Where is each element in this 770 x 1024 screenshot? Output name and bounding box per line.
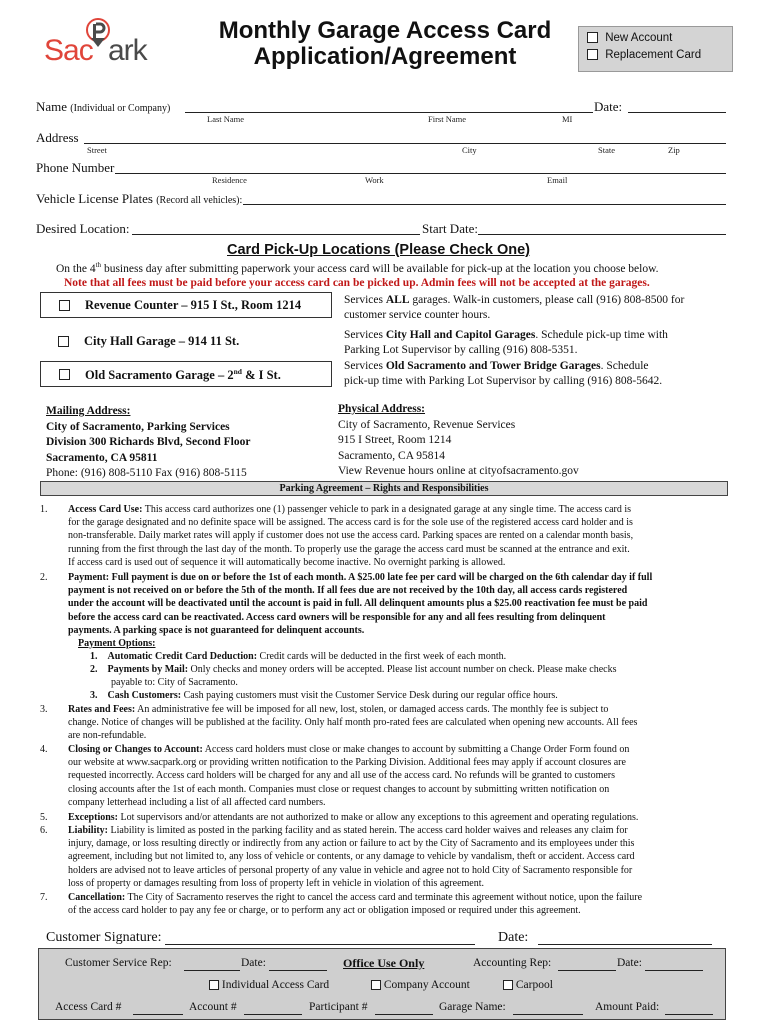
revenue-counter-desc: Services ALL garages. Walk-in customers, please call (916) 808-8500 for customer service counter hours. (344, 294, 685, 321)
garage-name-field[interactable] (513, 1014, 583, 1015)
payment-option-1: 1. Automatic Credit Card Deduction: Credit cards will be deducted in the first week of each month. (90, 651, 507, 662)
start-date-field[interactable] (478, 234, 726, 235)
office-use-box (38, 948, 726, 1020)
location-city-hall[interactable] (40, 329, 332, 355)
account-no-label: Account # (189, 1001, 237, 1013)
name-label: Name (Individual or Company) (36, 99, 171, 114)
address-label: Address (36, 130, 79, 145)
company-checkbox[interactable] (371, 980, 381, 990)
start-date-label: Start Date: (422, 221, 478, 236)
revenue-counter-checkbox[interactable] (59, 300, 70, 311)
new-account-checkbox[interactable] (587, 32, 598, 43)
service-rep-label: Customer Service Rep: (65, 957, 172, 969)
amount-paid-label: Amount Paid: (595, 1001, 660, 1013)
mi-hint: MI (562, 114, 573, 124)
office-date1-label: Date: (241, 957, 266, 969)
title-line-1: Monthly Garage Access Card (218, 17, 552, 44)
service-rep-field[interactable] (184, 970, 240, 971)
title-line-2: Application/Agreement (253, 43, 517, 70)
pickup-intro: On the 4th business day after submitting paperwork your access card will be available for pick-up at the location you choose below. (56, 261, 659, 275)
agreement-header: Parking Agreement – Rights and Responsibilities (40, 481, 728, 496)
payment-option-3: 3. Cash Customers: Cash paying customers must visit the Customer Service Desk during our regular office hours. (90, 690, 558, 701)
city-hall-desc: Services City Hall and Capitol Garages. Schedule pick-up time with Parking Lot Supervisor by calling (916) 808-5351. (344, 329, 668, 356)
old-sacramento-desc: Services Old Sacramento and Tower Bridge Garages. Schedule pick-up time with Parking Lot Supervisor by calling (916) 808-5642. (344, 360, 663, 387)
form-title (190, 18, 580, 70)
carpool-checkbox[interactable] (503, 980, 513, 990)
amount-paid-field[interactable] (665, 1014, 713, 1015)
physical-address: Physical Address: City of Sacramento, Revenue Services 915 I Street, Room 1214 Sacramento, CA 95814 View Revenue hours online at cityofsacramento.gov (338, 403, 579, 477)
office-date1-field[interactable] (269, 970, 327, 971)
first-name-hint: First Name (428, 114, 467, 124)
zip-hint: Zip (668, 145, 680, 155)
participant-no-label: Participant # (309, 1001, 368, 1013)
logo-sac: Sac (44, 34, 93, 67)
email-hint: Email (547, 175, 568, 185)
company-option[interactable]: Company Account (371, 979, 470, 991)
signature-date-label: Date: (498, 930, 529, 945)
carpool-option[interactable]: Carpool (503, 979, 553, 991)
old-sacramento-label: Old Sacramento Garage – 2nd & I St. (85, 367, 281, 383)
garage-name-label: Garage Name: (439, 1001, 506, 1013)
work-hint: Work (365, 175, 384, 185)
location-revenue-counter[interactable] (40, 292, 332, 318)
mailing-address: Mailing Address: City of Sacramento, Parking Services Division 300 Richards Blvd, Second Floor Sacramento, CA 95811 Phone: (916) 808-5110 Fax (916) 808-5115 (46, 405, 251, 479)
account-no-field[interactable] (244, 1014, 302, 1015)
pickup-title: Card Pick-Up Locations (Please Check One) (227, 242, 530, 258)
accounting-rep-field[interactable] (558, 970, 616, 971)
office-date2-field[interactable] (645, 970, 703, 971)
city-hint: City (462, 145, 477, 155)
plates-label: Vehicle License Plates (Record all vehicles): (36, 191, 243, 206)
street-hint: Street (87, 145, 107, 155)
name-date-label: Date: (594, 99, 623, 114)
location-old-sacramento[interactable] (40, 361, 332, 387)
signature-date-field[interactable] (538, 944, 712, 945)
replacement-card-option[interactable]: Replacement Card (587, 49, 701, 61)
account-type-box (578, 26, 733, 72)
access-card-no-label: Access Card # (55, 1001, 122, 1013)
sacpark-logo (42, 16, 154, 72)
payment-option-2: 2. Payments by Mail: Only checks and money orders will be accepted. Please list account number on check. Please make checks payable to: City of Sacramento. (90, 664, 617, 689)
accounting-rep-label: Accounting Rep: (473, 957, 552, 969)
desired-location-field[interactable] (132, 234, 420, 235)
pickup-note: Note that all fees must be paid before your access card can be picked up. Admin fees will not be accepted at the garages. (64, 277, 650, 289)
office-date2-label: Date: (617, 957, 642, 969)
new-account-option[interactable]: New Account (587, 32, 672, 44)
logo-park: ark (108, 34, 147, 67)
old-sacramento-checkbox[interactable] (59, 369, 70, 380)
last-name-hint: Last Name (207, 114, 245, 124)
phone-label: Phone Number (36, 160, 115, 175)
city-hall-checkbox[interactable] (58, 336, 69, 347)
phone-field[interactable] (115, 173, 726, 174)
replacement-card-checkbox[interactable] (587, 49, 598, 60)
office-use-title: Office Use Only (343, 956, 425, 970)
name-field[interactable] (185, 112, 593, 113)
access-card-no-field[interactable] (133, 1014, 183, 1015)
individual-checkbox[interactable] (209, 980, 219, 990)
plates-field[interactable] (243, 204, 726, 205)
name-date-field[interactable] (628, 112, 726, 113)
city-hall-label: City Hall Garage – 914 11 St. (84, 334, 240, 348)
payment-options-title: Payment Options: (78, 638, 156, 649)
signature-label: Customer Signature: (46, 930, 162, 945)
address-field[interactable] (84, 143, 726, 144)
signature-field[interactable] (165, 944, 475, 945)
revenue-counter-label: Revenue Counter – 915 I St., Room 1214 (85, 298, 302, 312)
individual-option[interactable]: Individual Access Card (209, 979, 329, 991)
participant-no-field[interactable] (375, 1014, 433, 1015)
residence-hint: Residence (212, 175, 247, 185)
state-hint: State (598, 145, 615, 155)
desired-location-label: Desired Location: (36, 221, 130, 236)
